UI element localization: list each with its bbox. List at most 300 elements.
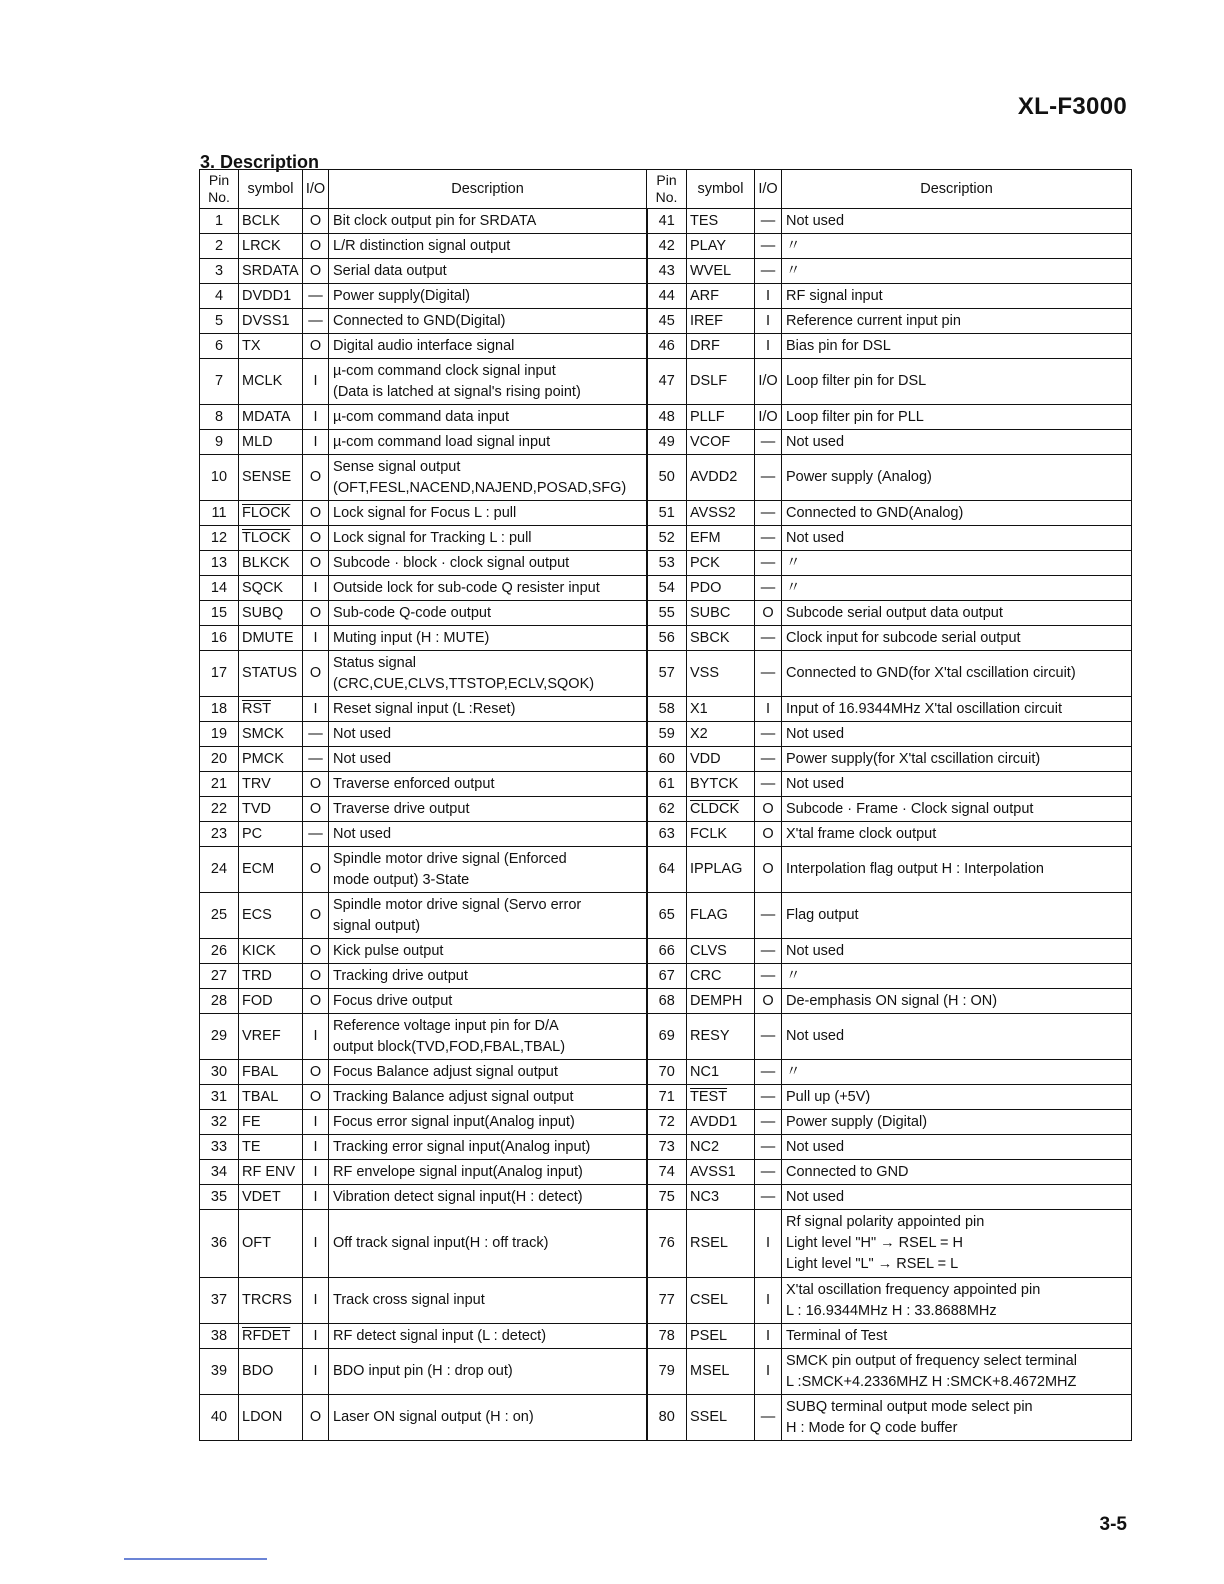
pin-number: 66 xyxy=(647,939,687,964)
pin-description: Input of 16.9344MHz X'tal oscillation circuit xyxy=(782,697,1132,722)
pin-description: Kick pulse output xyxy=(329,939,647,964)
pin-number: 20 xyxy=(200,747,239,772)
pin-symbol: VREF xyxy=(239,1014,303,1060)
pin-symbol: SRDATA xyxy=(239,259,303,284)
pin-io: O xyxy=(303,209,329,234)
pin-number: 47 xyxy=(647,359,687,405)
pin-io: — xyxy=(755,722,782,747)
pin-io: — xyxy=(303,722,329,747)
pin-symbol: SUBQ xyxy=(239,601,303,626)
pin-io: — xyxy=(755,551,782,576)
pin-symbol: X2 xyxy=(687,722,755,747)
pin-description: X'tal oscillation frequency appointed pin L : 16.9344MHz H : 33.8688MHz xyxy=(782,1278,1132,1324)
pin-symbol: FCLK xyxy=(687,822,755,847)
pin-io: O xyxy=(303,1395,329,1441)
pin-symbol: SMCK xyxy=(239,722,303,747)
table-row xyxy=(200,1135,1132,1160)
pin-io: I xyxy=(303,359,329,405)
pin-number: 58 xyxy=(647,697,687,722)
table-row xyxy=(200,697,1132,722)
pin-io: — xyxy=(755,526,782,551)
pin-symbol: TLOCK xyxy=(239,526,303,551)
pin-symbol: CSEL xyxy=(687,1278,755,1324)
pin-description: µ-com command data input xyxy=(329,405,647,430)
pin-number: 70 xyxy=(647,1060,687,1085)
pin-number: 25 xyxy=(200,893,239,939)
pin-number: 59 xyxy=(647,722,687,747)
pin-io: I xyxy=(303,430,329,455)
pin-number: 51 xyxy=(647,501,687,526)
table-row xyxy=(200,651,1132,697)
pin-description: Connected to GND xyxy=(782,1160,1132,1185)
pin-number: 71 xyxy=(647,1085,687,1110)
pin-description: X'tal frame clock output xyxy=(782,822,1132,847)
pin-io: I xyxy=(755,1278,782,1324)
pin-description: Spindle motor drive signal (Servo error signal output) xyxy=(329,893,647,939)
pin-symbol: SENSE xyxy=(239,455,303,501)
pin-number: 14 xyxy=(200,576,239,601)
pin-symbol: FOD xyxy=(239,989,303,1014)
pin-symbol: DSLF xyxy=(687,359,755,405)
pin-symbol: TVD xyxy=(239,797,303,822)
header-pin-no: Pin No. xyxy=(200,170,239,209)
pin-number: 9 xyxy=(200,430,239,455)
pin-symbol: MSEL xyxy=(687,1349,755,1395)
pin-number: 28 xyxy=(200,989,239,1014)
pin-symbol: IREF xyxy=(687,309,755,334)
pin-symbol: RESY xyxy=(687,1014,755,1060)
pin-symbol: NC3 xyxy=(687,1185,755,1210)
pin-symbol: X1 xyxy=(687,697,755,722)
pin-description: Traverse enforced output xyxy=(329,772,647,797)
pin-description: 〃 xyxy=(782,234,1132,259)
pin-symbol: PC xyxy=(239,822,303,847)
pin-symbol: SQCK xyxy=(239,576,303,601)
pin-number: 50 xyxy=(647,455,687,501)
pin-number: 19 xyxy=(200,722,239,747)
pin-description: Focus error signal input(Analog input) xyxy=(329,1110,647,1135)
pin-io: — xyxy=(755,259,782,284)
pin-symbol: VDD xyxy=(687,747,755,772)
pin-number: 13 xyxy=(200,551,239,576)
pin-description: Tracking drive output xyxy=(329,964,647,989)
pin-io: O xyxy=(303,964,329,989)
table-row xyxy=(200,284,1132,309)
pin-description: 〃 xyxy=(782,259,1132,284)
table-row xyxy=(200,964,1132,989)
pin-symbol: IPPLAG xyxy=(687,847,755,893)
pin-symbol: TRV xyxy=(239,772,303,797)
pin-io: — xyxy=(755,893,782,939)
pin-description: Terminal of Test xyxy=(782,1324,1132,1349)
pin-io: O xyxy=(303,334,329,359)
pin-io: I xyxy=(303,576,329,601)
pin-symbol: MDATA xyxy=(239,405,303,430)
pin-description: Reset signal input (L :Reset) xyxy=(329,697,647,722)
pin-number: 37 xyxy=(200,1278,239,1324)
pin-symbol: DMUTE xyxy=(239,626,303,651)
pin-number: 23 xyxy=(200,822,239,847)
pin-symbol: BCLK xyxy=(239,209,303,234)
pin-io: I xyxy=(755,309,782,334)
pin-io: — xyxy=(755,455,782,501)
pin-description: Tracking error signal input(Analog input) xyxy=(329,1135,647,1160)
pin-number: 57 xyxy=(647,651,687,697)
header-pin-no: Pin No. xyxy=(647,170,687,209)
pin-symbol: CLVS xyxy=(687,939,755,964)
pin-io: I xyxy=(755,334,782,359)
pin-description: Loop filter pin for PLL xyxy=(782,405,1132,430)
pin-description: Not used xyxy=(329,822,647,847)
pin-number: 30 xyxy=(200,1060,239,1085)
pin-description: Power supply (Analog) xyxy=(782,455,1132,501)
pin-io: — xyxy=(755,651,782,697)
pin-description: Traverse drive output xyxy=(329,797,647,822)
pin-symbol: FBAL xyxy=(239,1060,303,1085)
pin-number: 33 xyxy=(200,1135,239,1160)
pin-number: 15 xyxy=(200,601,239,626)
pin-description: Reference voltage input pin for D/A output block(TVD,FOD,FBAL,TBAL) xyxy=(329,1014,647,1060)
pin-description: Power supply(Digital) xyxy=(329,284,647,309)
pin-symbol: STATUS xyxy=(239,651,303,697)
pin-number: 21 xyxy=(200,772,239,797)
pin-io: O xyxy=(755,847,782,893)
pin-symbol: NC2 xyxy=(687,1135,755,1160)
pin-io: O xyxy=(303,989,329,1014)
pin-io: O xyxy=(303,1085,329,1110)
pin-number: 32 xyxy=(200,1110,239,1135)
pin-number: 77 xyxy=(647,1278,687,1324)
pin-symbol: LRCK xyxy=(239,234,303,259)
pin-number: 62 xyxy=(647,797,687,822)
pin-symbol: AVSS2 xyxy=(687,501,755,526)
pin-number: 36 xyxy=(200,1210,239,1278)
pin-io: — xyxy=(755,209,782,234)
pin-number: 72 xyxy=(647,1110,687,1135)
pin-description: Tracking Balance adjust signal output xyxy=(329,1085,647,1110)
pin-description: Not used xyxy=(782,1185,1132,1210)
pin-description: Lock signal for Tracking L : pull xyxy=(329,526,647,551)
table-row xyxy=(200,772,1132,797)
table-row xyxy=(200,1349,1132,1395)
pin-io: — xyxy=(755,501,782,526)
pin-symbol: TE xyxy=(239,1135,303,1160)
pin-io: — xyxy=(755,1085,782,1110)
pin-description: Pull up (+5V) xyxy=(782,1085,1132,1110)
pin-description: Not used xyxy=(329,722,647,747)
table-header-row xyxy=(200,170,1132,209)
pin-description: Focus drive output xyxy=(329,989,647,1014)
pin-description: SMCK pin output of frequency select terminal L :SMCK+4.2336MHZ H :SMCK+8.4672MHZ xyxy=(782,1349,1132,1395)
model-number: XL-F3000 xyxy=(1017,93,1127,120)
pin-io: — xyxy=(755,1135,782,1160)
pin-description: Clock input for subcode serial output xyxy=(782,626,1132,651)
table-row xyxy=(200,1160,1132,1185)
pin-number: 31 xyxy=(200,1085,239,1110)
pin-number: 60 xyxy=(647,747,687,772)
pin-number: 11 xyxy=(200,501,239,526)
pin-symbol: TX xyxy=(239,334,303,359)
pin-number: 56 xyxy=(647,626,687,651)
pin-number: 27 xyxy=(200,964,239,989)
pin-description: Serial data output xyxy=(329,259,647,284)
table-row xyxy=(200,989,1132,1014)
pin-description: Status signal (CRC,CUE,CLVS,TTSTOP,ECLV,SQOK) xyxy=(329,651,647,697)
table-row xyxy=(200,1278,1132,1324)
pin-io: — xyxy=(303,822,329,847)
pin-io: I xyxy=(303,405,329,430)
pin-number: 80 xyxy=(647,1395,687,1441)
decorative-line xyxy=(124,1558,267,1560)
pin-description: Digital audio interface signal xyxy=(329,334,647,359)
table-row xyxy=(200,501,1132,526)
pin-description: Spindle motor drive signal (Enforced mode output) 3-State xyxy=(329,847,647,893)
pin-number: 3 xyxy=(200,259,239,284)
pin-description: Power supply(for X'tal cscillation circuit) xyxy=(782,747,1132,772)
pin-symbol: RF ENV xyxy=(239,1160,303,1185)
pin-number: 5 xyxy=(200,309,239,334)
pin-number: 34 xyxy=(200,1160,239,1185)
pin-number: 75 xyxy=(647,1185,687,1210)
pin-symbol: PCK xyxy=(687,551,755,576)
pin-number: 8 xyxy=(200,405,239,430)
pin-symbol: BDO xyxy=(239,1349,303,1395)
pin-io: I xyxy=(303,626,329,651)
pin-symbol: PLLF xyxy=(687,405,755,430)
pin-symbol: TBAL xyxy=(239,1085,303,1110)
pin-symbol: RSEL xyxy=(687,1210,755,1278)
pin-symbol: TRCRS xyxy=(239,1278,303,1324)
table-row xyxy=(200,722,1132,747)
pin-description: Not used xyxy=(782,1135,1132,1160)
pin-number: 29 xyxy=(200,1014,239,1060)
pin-number: 45 xyxy=(647,309,687,334)
table-row xyxy=(200,430,1132,455)
pin-io: — xyxy=(755,772,782,797)
table-row xyxy=(200,259,1132,284)
pin-number: 52 xyxy=(647,526,687,551)
pin-description: Connected to GND(Digital) xyxy=(329,309,647,334)
pin-description: Bit clock output pin for SRDATA xyxy=(329,209,647,234)
pin-number: 76 xyxy=(647,1210,687,1278)
pin-description: Vibration detect signal input(H : detect) xyxy=(329,1185,647,1210)
table-row xyxy=(200,747,1132,772)
pin-io: I xyxy=(303,697,329,722)
pin-number: 18 xyxy=(200,697,239,722)
pin-symbol: SBCK xyxy=(687,626,755,651)
pin-symbol: DEMPH xyxy=(687,989,755,1014)
table-row xyxy=(200,939,1132,964)
pin-io: O xyxy=(303,259,329,284)
pin-io: — xyxy=(755,576,782,601)
pin-symbol: TEST xyxy=(687,1085,755,1110)
pin-io: — xyxy=(755,234,782,259)
table-row xyxy=(200,626,1132,651)
pin-symbol: TRD xyxy=(239,964,303,989)
pin-number: 12 xyxy=(200,526,239,551)
pin-io: O xyxy=(303,939,329,964)
table-row xyxy=(200,526,1132,551)
pin-io: — xyxy=(755,1110,782,1135)
pin-number: 10 xyxy=(200,455,239,501)
pin-description: Flag output xyxy=(782,893,1132,939)
pin-symbol: SUBC xyxy=(687,601,755,626)
pin-symbol: WVEL xyxy=(687,259,755,284)
pin-io: O xyxy=(303,455,329,501)
pin-io: I xyxy=(303,1160,329,1185)
pin-description: 〃 xyxy=(782,551,1132,576)
pin-number: 55 xyxy=(647,601,687,626)
pin-io: — xyxy=(755,1395,782,1441)
table-row xyxy=(200,1395,1132,1441)
table-row xyxy=(200,797,1132,822)
pin-description: Off track signal input(H : off track) xyxy=(329,1210,647,1278)
pin-io: O xyxy=(755,822,782,847)
pin-symbol: BYTCK xyxy=(687,772,755,797)
pin-number: 24 xyxy=(200,847,239,893)
page-number: 3-5 xyxy=(1099,1514,1127,1535)
pin-symbol: PDO xyxy=(687,576,755,601)
pin-number: 7 xyxy=(200,359,239,405)
pin-number: 26 xyxy=(200,939,239,964)
pin-description: Not used xyxy=(782,526,1132,551)
pin-io: I xyxy=(303,1349,329,1395)
pin-number: 42 xyxy=(647,234,687,259)
pin-io: — xyxy=(755,430,782,455)
table-row xyxy=(200,1324,1132,1349)
pin-symbol: TES xyxy=(687,209,755,234)
pin-description: Not used xyxy=(329,747,647,772)
pin-description: Rf signal polarity appointed pin Light level "H" → RSEL = H Light level "L" → RSEL = L xyxy=(782,1210,1132,1278)
pin-number: 41 xyxy=(647,209,687,234)
table-row xyxy=(200,209,1132,234)
pin-symbol: AVSS1 xyxy=(687,1160,755,1185)
pin-number: 39 xyxy=(200,1349,239,1395)
pin-description: Muting input (H : MUTE) xyxy=(329,626,647,651)
table-row xyxy=(200,551,1132,576)
pin-description: L/R distinction signal output xyxy=(329,234,647,259)
pin-symbol: EFM xyxy=(687,526,755,551)
pin-symbol: KICK xyxy=(239,939,303,964)
pin-description: RF detect signal input (L : detect) xyxy=(329,1324,647,1349)
pin-io: O xyxy=(303,797,329,822)
table-row xyxy=(200,1060,1132,1085)
table-row xyxy=(200,1085,1132,1110)
pin-io: I xyxy=(303,1135,329,1160)
pin-io: I xyxy=(303,1110,329,1135)
pin-number: 2 xyxy=(200,234,239,259)
pin-symbol: AVDD2 xyxy=(687,455,755,501)
pin-description: Sub-code Q-code output xyxy=(329,601,647,626)
pin-io: I xyxy=(755,1349,782,1395)
pin-description: µ-com command load signal input xyxy=(329,430,647,455)
pin-symbol: LDON xyxy=(239,1395,303,1441)
pin-symbol: CLDCK xyxy=(687,797,755,822)
pin-number: 54 xyxy=(647,576,687,601)
pin-symbol: OFT xyxy=(239,1210,303,1278)
pin-description: Focus Balance adjust signal output xyxy=(329,1060,647,1085)
pin-io: I xyxy=(755,697,782,722)
pin-symbol: CRC xyxy=(687,964,755,989)
pin-description: 〃 xyxy=(782,576,1132,601)
table-row xyxy=(200,1210,1132,1278)
pin-io: O xyxy=(303,772,329,797)
pin-symbol: PMCK xyxy=(239,747,303,772)
pin-description: Outside lock for sub-code Q resister input xyxy=(329,576,647,601)
header-symbol: symbol xyxy=(239,170,303,209)
pin-symbol: VCOF xyxy=(687,430,755,455)
pin-description: Sense signal output (OFT,FESL,NACEND,NAJEND,POSAD,SFG) xyxy=(329,455,647,501)
pin-symbol: VDET xyxy=(239,1185,303,1210)
table-row xyxy=(200,405,1132,430)
section-title: 3. Description xyxy=(200,152,320,172)
pin-number: 22 xyxy=(200,797,239,822)
pin-number: 69 xyxy=(647,1014,687,1060)
header-io: I/O xyxy=(755,170,782,209)
pin-symbol: PSEL xyxy=(687,1324,755,1349)
pin-number: 16 xyxy=(200,626,239,651)
pin-number: 73 xyxy=(647,1135,687,1160)
pin-io: O xyxy=(303,651,329,697)
pin-description: Subcode · Frame · Clock signal output xyxy=(782,797,1132,822)
pin-symbol: NC1 xyxy=(687,1060,755,1085)
pin-symbol: $\overline{RST}$ xyxy=(239,697,303,722)
pin-number: 65 xyxy=(647,893,687,939)
table-row xyxy=(200,334,1132,359)
pin-io: O xyxy=(303,234,329,259)
pin-description: Not used xyxy=(782,722,1132,747)
pin-number: 17 xyxy=(200,651,239,697)
pin-description: De-emphasis ON signal (H : ON) xyxy=(782,989,1132,1014)
pin-description: Not used xyxy=(782,209,1132,234)
pin-description: 〃 xyxy=(782,964,1132,989)
pin-io: — xyxy=(303,284,329,309)
pin-description: Not used xyxy=(782,430,1132,455)
pin-description: RF signal input xyxy=(782,284,1132,309)
pin-symbol: DRF xyxy=(687,334,755,359)
pin-symbol: FLOCK xyxy=(239,501,303,526)
pin-number: 43 xyxy=(647,259,687,284)
pin-number: 78 xyxy=(647,1324,687,1349)
table-row xyxy=(200,893,1132,939)
pin-number: 35 xyxy=(200,1185,239,1210)
pin-symbol: PLAY xyxy=(687,234,755,259)
pin-io: — xyxy=(755,1014,782,1060)
pin-symbol: ARF xyxy=(687,284,755,309)
pin-description: Not used xyxy=(782,772,1132,797)
pin-description: Connected to GND(Analog) xyxy=(782,501,1132,526)
pin-io: I xyxy=(303,1210,329,1278)
pin-io: O xyxy=(303,551,329,576)
pin-symbol: FE xyxy=(239,1110,303,1135)
pin-number: 6 xyxy=(200,334,239,359)
pin-number: 79 xyxy=(647,1349,687,1395)
pin-io: — xyxy=(755,1185,782,1210)
pin-io: O xyxy=(303,893,329,939)
table-row xyxy=(200,1014,1132,1060)
pin-io: — xyxy=(755,939,782,964)
pin-description: Laser ON signal output (H : on) xyxy=(329,1395,647,1441)
header-symbol: symbol xyxy=(687,170,755,209)
pin-symbol: AVDD1 xyxy=(687,1110,755,1135)
pin-io: O xyxy=(303,501,329,526)
pin-io: O xyxy=(303,847,329,893)
pin-number: 48 xyxy=(647,405,687,430)
table-row xyxy=(200,234,1132,259)
pin-io: O xyxy=(303,1060,329,1085)
pin-symbol: BLKCK xyxy=(239,551,303,576)
pin-number: 38 xyxy=(200,1324,239,1349)
